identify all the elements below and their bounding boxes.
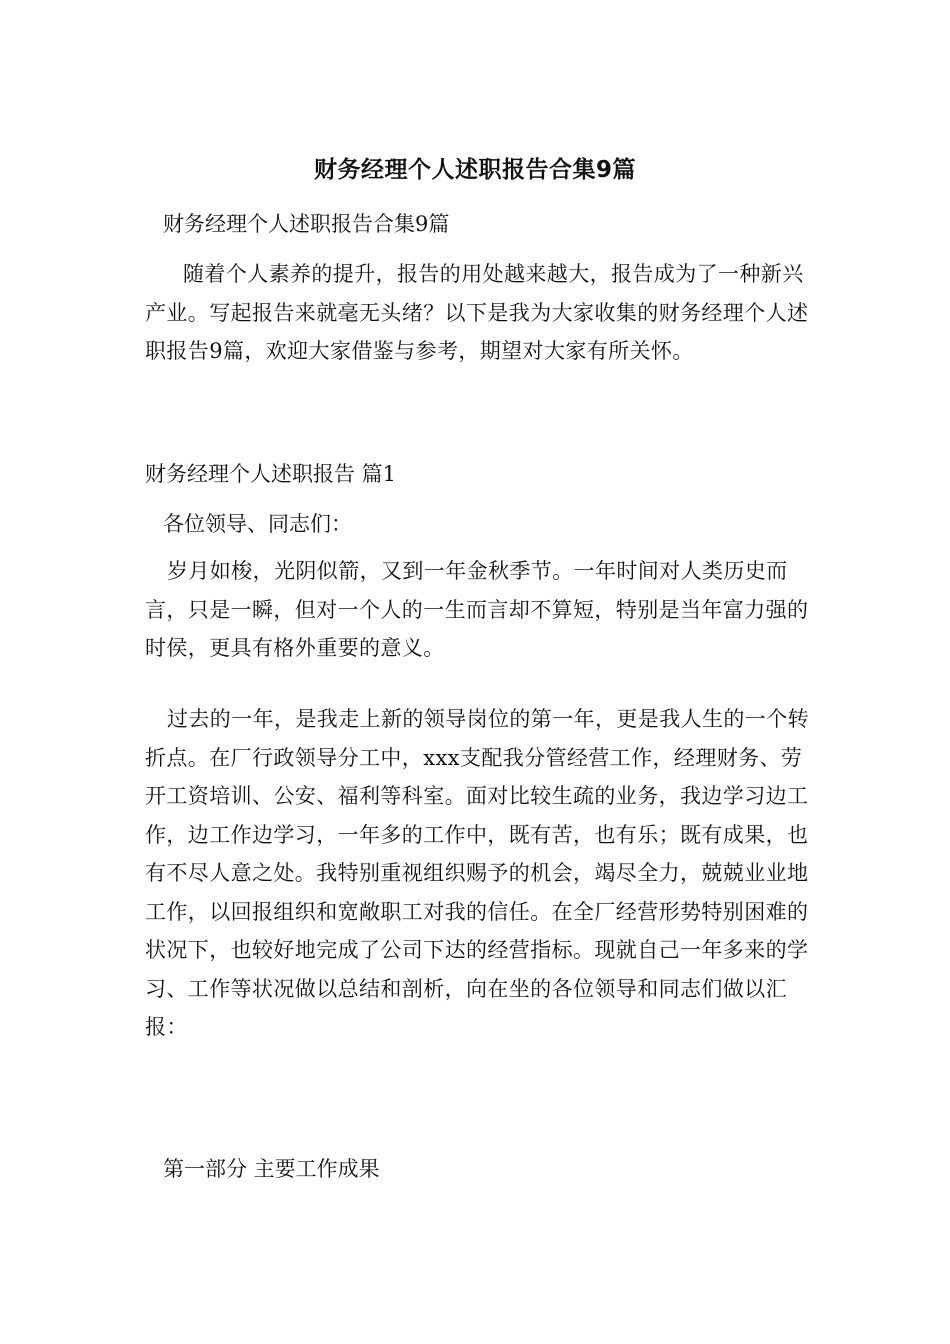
greeting: 各位领导、同志们： [163,512,352,536]
intro-paragraph: 随着个人素养的提升，报告的用处越来越大，报告成为了一种新兴产业。写起报告来就毫无头绪？以下是我为大家收集的财务经理个人述职报告9篇，欢迎大家借鉴与参考，期望对大家有所关怀。 [145,262,809,363]
document-title: 财务经理个人述职报告合集9篇 [313,157,636,183]
section-heading: 财务经理个人述职报告 篇1 [145,462,397,486]
paragraph-1: 岁月如梭，光阴似箭，又到一年金秋季节。一年时间对人类历史而言，只是一瞬，但对一个人的一生而言却不算短，特别是当年富力强的时侯，更具有格外重要的意义。 [145,559,809,660]
part-heading: 第一部分 主要工作成果 [163,1157,380,1181]
document-subtitle: 财务经理个人述职报告合集9篇 [163,212,450,236]
paragraph-2: 过去的一年，是我走上新的领导岗位的第一年，更是我人生的一个转折点。在厂行政领导分工中，xxx支配我分管经营工作，经理财务、劳开工资培训、公安、福利等科室。面对比较生疏的业务，我边学习边工作，边工作边学习，一年多的工作中，既有苦，也有乐；既有成果，也有不尽人意之处。我特别重视组织赐予的机会，竭尽全力，兢兢业业地工作，以回报组织和宽敞职工对我的信任。在全厂经营形势特别困难的状况下，也较好地完成了公司下达的经营指标。现就自己一年多来的学习、工作等状况做以总结和剖析，向在坐的各位领导和同志们做以汇报： [145,707,809,1039]
